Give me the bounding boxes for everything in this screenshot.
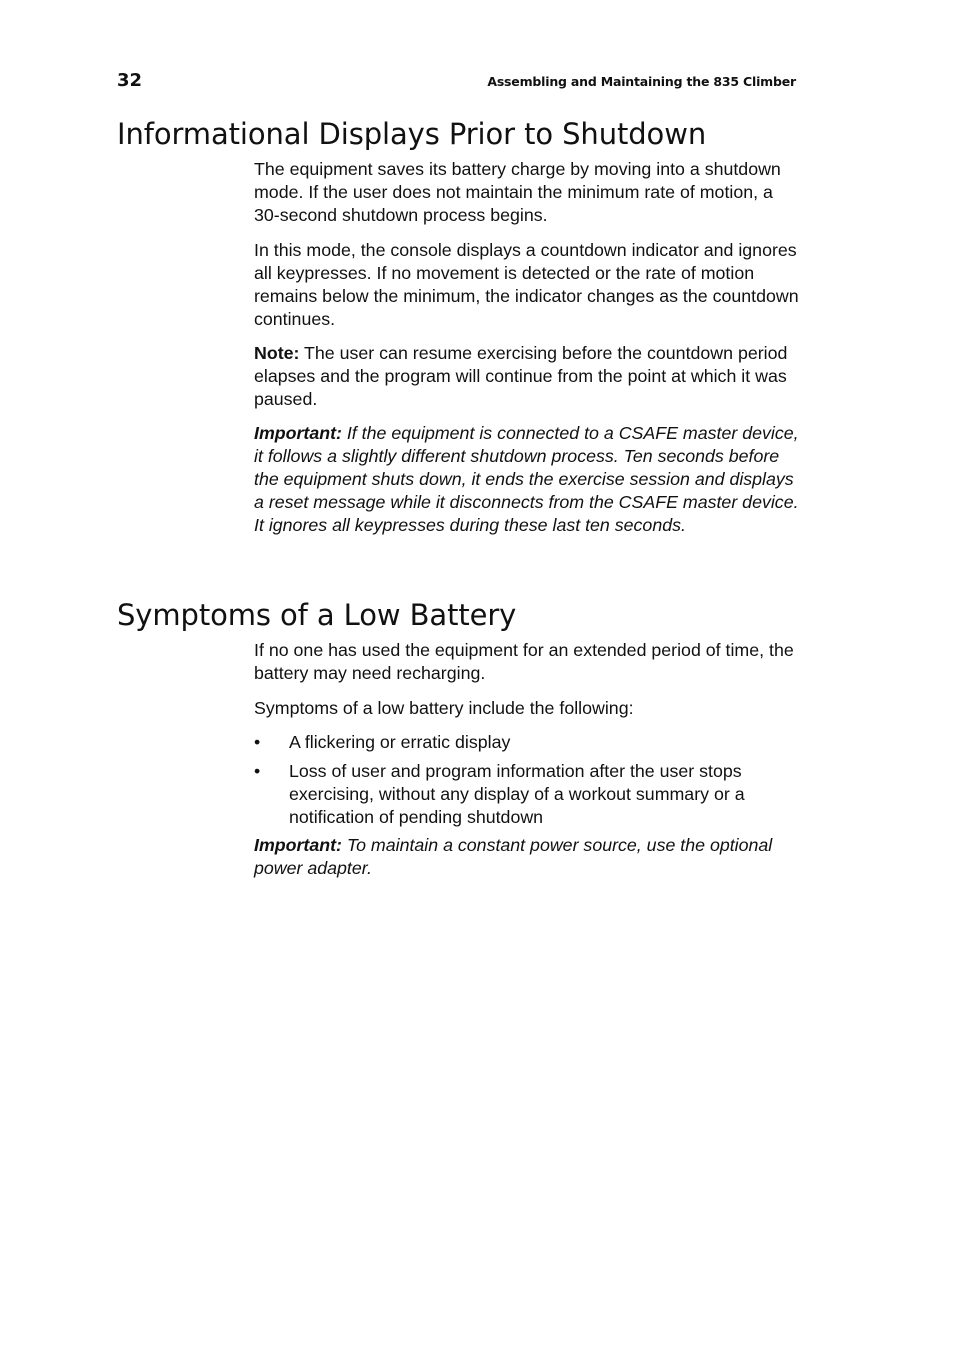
list-item-text: A flickering or erratic display [289, 732, 511, 752]
shutdown-section-body [254, 158, 802, 537]
paragraph: Symptoms of a low battery include the following: [254, 698, 634, 718]
list-item [254, 760, 802, 829]
page-header [117, 69, 796, 93]
note-text: The user can resume exercising before the countdown period elapses and the program will continue from the point at which it was paused. [254, 343, 788, 409]
important-paragraph [254, 422, 802, 537]
note-paragraph [254, 342, 802, 411]
symptom-list [254, 731, 802, 829]
note-label: Note: [254, 343, 300, 363]
section-heading-shutdown: Informational Displays Prior to Shutdown [117, 117, 707, 151]
paragraph: If no one has used the equipment for an extended period of time, the battery may need recharging. [254, 640, 794, 683]
bullet-icon: • [254, 761, 261, 781]
running-title: Assembling and Maintaining the 835 Climber [487, 74, 796, 89]
page-number: 32 [117, 70, 143, 91]
bullet-icon: • [254, 732, 261, 752]
list-item [254, 731, 802, 754]
important-text: If the equipment is connected to a CSAFE master device, it follows a slightly different shutdown process. Ten seconds before the equipment shuts down, it ends the exercise session and displays a reset message while it disconnects from the CSAFE master device. It ignores all keypresses during these last ten seconds. [254, 423, 799, 535]
list-item-text: Loss of user and program information after the user stops exercising, without any display of a workout summary or a notification of pending shutdown [289, 761, 745, 827]
paragraph: The equipment saves its battery charge by moving into a shutdown mode. If the user does not maintain the minimum rate of motion, a 30-second shutdown process begins. [254, 159, 781, 225]
important-label: Important: [254, 835, 342, 855]
important-text: To maintain a constant power source, use the optional power adapter. [254, 835, 773, 878]
important-label: Important: [254, 423, 342, 443]
paragraph: In this mode, the console displays a countdown indicator and ignores all keypresses. If no movement is detected or the rate of motion remains below the minimum, the indicator changes as the countdown continues. [254, 240, 799, 329]
section-heading-low-battery: Symptoms of a Low Battery [117, 598, 517, 632]
important-paragraph [254, 834, 802, 880]
low-battery-section-body [254, 639, 802, 880]
